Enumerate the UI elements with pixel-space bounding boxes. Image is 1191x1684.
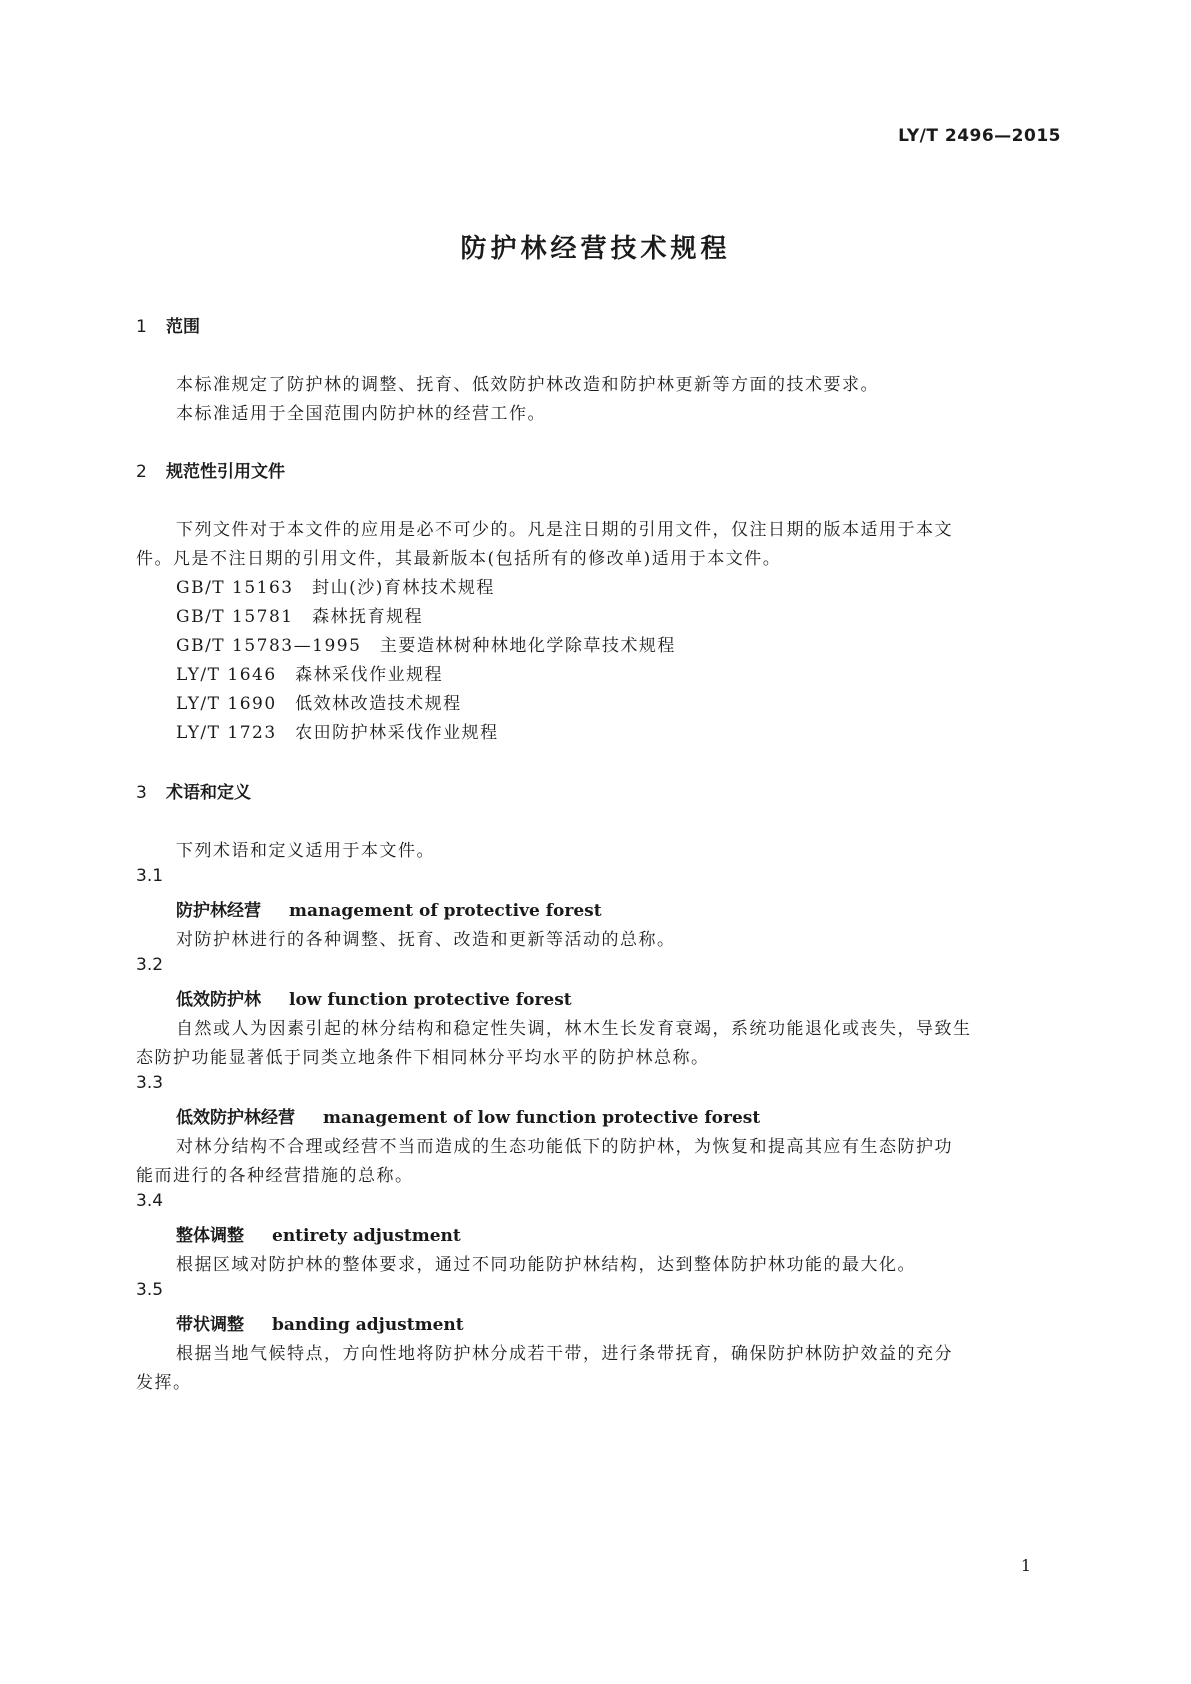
clause-number: 3.1 [136, 866, 164, 886]
term-zh: 带状调整 [176, 1315, 244, 1335]
paragraph: 本标准适用于全国范围内防护林的经营工作。 [176, 404, 546, 424]
reference-title: 低效林改造技术规程 [295, 694, 462, 714]
section-title: 规范性引用文件 [166, 462, 285, 482]
page-number: 1 [1020, 1556, 1031, 1575]
section-number: 3 [136, 783, 147, 803]
reference-item [176, 718, 499, 743]
clause-number: 3.4 [136, 1191, 164, 1211]
section-number: 1 [136, 317, 147, 337]
term-definition: 自然或人为因素引起的林分结构和稳定性失调，林木生长发育衰竭，系统功能退化或丧失，导致生 [176, 1019, 972, 1039]
term-en: entirety adjustment [272, 1226, 461, 1246]
term-definition-continued: 发挥。 [136, 1373, 192, 1393]
term-en: banding adjustment [272, 1315, 464, 1335]
reference-code: GB/T 15781 [176, 607, 294, 627]
paragraph: 本标准规定了防护林的调整、抚育、低效防护林改造和防护林更新等方面的技术要求。 [176, 375, 879, 395]
clause-number: 3.3 [136, 1073, 164, 1093]
clause-number: 3.2 [136, 955, 164, 975]
term-zh: 低效防护林 [176, 990, 261, 1010]
term-heading [176, 985, 572, 1010]
reference-item [176, 631, 676, 656]
clause-number: 3.5 [136, 1280, 164, 1300]
paragraph: 下列术语和定义适用于本文件。 [176, 841, 435, 861]
term-zh: 防护林经营 [176, 901, 261, 921]
reference-code: GB/T 15163 [176, 578, 294, 598]
reference-item [176, 602, 423, 627]
reference-code: GB/T 15783—1995 [176, 636, 362, 656]
term-en: low function protective forest [289, 990, 572, 1010]
term-definition: 对防护林进行的各种调整、抚育、改造和更新等活动的总称。 [176, 930, 676, 950]
term-definition-continued: 态防护功能显著低于同类立地条件下相同林分平均水平的防护林总称。 [136, 1048, 710, 1068]
reference-code: LY/T 1646 [176, 665, 277, 685]
reference-code: LY/T 1723 [176, 723, 277, 743]
term-heading [176, 896, 602, 921]
section-3-heading [136, 778, 251, 803]
section-number: 2 [136, 462, 147, 482]
document-title: 防护林经营技术规程 [460, 234, 731, 264]
reference-title: 封山(沙)育林技术规程 [312, 578, 495, 598]
reference-item [176, 689, 462, 714]
term-definition: 根据当地气候特点，方向性地将防护林分成若干带，进行条带抚育，确保防护林防护效益的充分 [176, 1344, 953, 1364]
term-definition: 对林分结构不合理或经营不当而造成的生态功能低下的防护林，为恢复和提高其应有生态防护功 [176, 1137, 953, 1157]
term-heading [176, 1221, 461, 1246]
term-en: management of low function protective forest [323, 1108, 761, 1128]
reference-title: 主要造林树种林地化学除草技术规程 [379, 636, 676, 656]
term-zh: 整体调整 [176, 1226, 244, 1246]
section-title: 范围 [166, 317, 200, 337]
reference-title: 农田防护林采伐作业规程 [295, 723, 499, 743]
standard-number: LY/T 2496—2015 [898, 126, 1061, 146]
section-2-heading [136, 457, 285, 482]
term-definition: 根据区域对防护林的整体要求，通过不同功能防护林结构，达到整体防护林功能的最大化。 [176, 1255, 916, 1275]
paragraph: 下列文件对于本文件的应用是必不可少的。凡是注日期的引用文件，仅注日期的版本适用于本文 [176, 520, 953, 540]
reference-code: LY/T 1690 [176, 694, 277, 714]
reference-title: 森林采伐作业规程 [295, 665, 444, 685]
term-heading [176, 1103, 760, 1128]
term-heading [176, 1310, 464, 1335]
term-definition-continued: 能而进行的各种经营措施的总称。 [136, 1166, 414, 1186]
term-zh: 低效防护林经营 [176, 1108, 295, 1128]
reference-title: 森林抚育规程 [312, 607, 424, 627]
section-title: 术语和定义 [166, 783, 251, 803]
reference-item [176, 660, 443, 685]
reference-item [176, 573, 495, 598]
term-en: management of protective forest [289, 901, 602, 921]
section-1-heading [136, 312, 200, 337]
paragraph-continued: 件。凡是不注日期的引用文件，其最新版本(包括所有的修改单)适用于本文件。 [136, 549, 782, 569]
